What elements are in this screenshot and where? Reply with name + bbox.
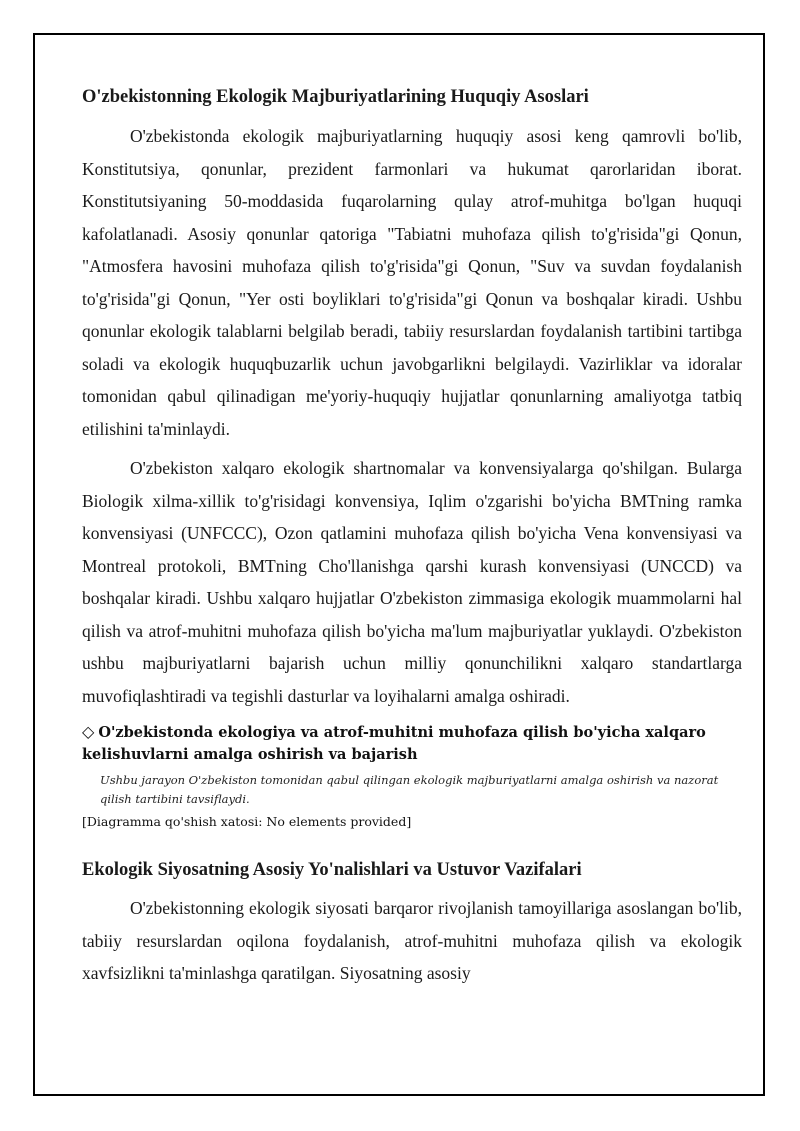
diagram-error-message: [Diagramma qo'shish xatosi: No elements provided] [82, 814, 412, 829]
document-body [82, 83, 742, 990]
diagram-description: Ushbu jarayon O'zbekiston tomonidan qabul qilingan ekologik majburiyatlarni amalga oshirish va nazorat qilish tartibini tavsiflaydi. [100, 773, 719, 806]
body-paragraph: O'zbekistonda ekologik majburiyatlarning huquqiy asosi keng qamrovli bo'lib, Konstitutsiya, qonunlar, prezident farmonlari va hukumat qarorlaridan iborat. Konstitutsiyaning 50-moddasida fuqarolarning qulay atrof-muhitga bo'lgan huquqi kafolatlanadi. Asosiy qonunlar qatoriga "Tabiatni muhofaza qilish to'g'risida"gi Qonun, "Atmosfera havosini muhofaza qilish to'g'risida"gi Qonun, "Suv va suvdan foydalanish to'g'risida"gi Qonun, "Yer osti boyliklari to'g'risida"gi Qonun va boshqalar kiradi. Ushbu qonunlar ekologik talablarni belgilab beradi, tabiiy resurslardan foydalanish tartibini tartibga soladi va ekologik huquqbuzarlik uchun javobgarlikni belgilaydi. Vazirliklar va idoralar tomonidan qabul qilinadigan me'yoriy-huquqiy hujjatlar qonunlarning amaliyotga tatbiq etilishini ta'minlaydi. [82, 126, 742, 439]
section-heading: Ekologik Siyosatning Asosiy Yo'nalishlari va Ustuvor Vazifalari [82, 860, 582, 880]
section-heading: O'zbekistonning Ekologik Majburiyatlarining Huquqiy Asoslari [82, 87, 589, 107]
body-paragraph: O'zbekiston xalqaro ekologik shartnomalar va konvensiyalarga qo'shilgan. Bularga Biologik xilma-xillik to'g'risidagi konvensiya, Iqlim o'zgarishi bo'yicha BMTning ramka konvensiyasi (UNFCCC), Ozon qatlamini muhofaza qilish bo'yicha Vena konvensiyasi va Montreal protokoli, BMTning Cho'llanishga qarshi kurash konvensiyasi (UNCCD) va boshqalar kiradi. Ushbu xalqaro hujjatlar O'zbekiston zimmasiga ekologik muammolarni hal qilish va atrof-muhitni muhofaza qilish bo'yicha ma'lum majburiyatlar yuklaydi. O'zbekiston ushbu majburiyatlarni bajarish uchun milliy qonunchilikni xalqaro standartlarga muvofiqlashtiradi va tegishli dasturlar va loyihalarni amalga oshiradi. [82, 458, 742, 706]
body-paragraph: O'zbekistonning ekologik siyosati barqaror rivojlanish tamoyillariga asoslangan bo'lib, tabiiy resurslardan oqilona foydalanish, atrof-muhitni muhofaza qilish va ekologik xavfsizlikni ta'minlashga qaratilgan. Siyosatning asosiy [82, 898, 742, 983]
diagram-caption [82, 721, 742, 766]
diagram-title-text: O'zbekistonda ekologiya va atrof-muhitni muhofaza qilish bo'yicha xalqaro kelishuvlarni amalga oshirish va bajarish [82, 724, 706, 763]
diamond-icon: ◇ [82, 722, 95, 741]
